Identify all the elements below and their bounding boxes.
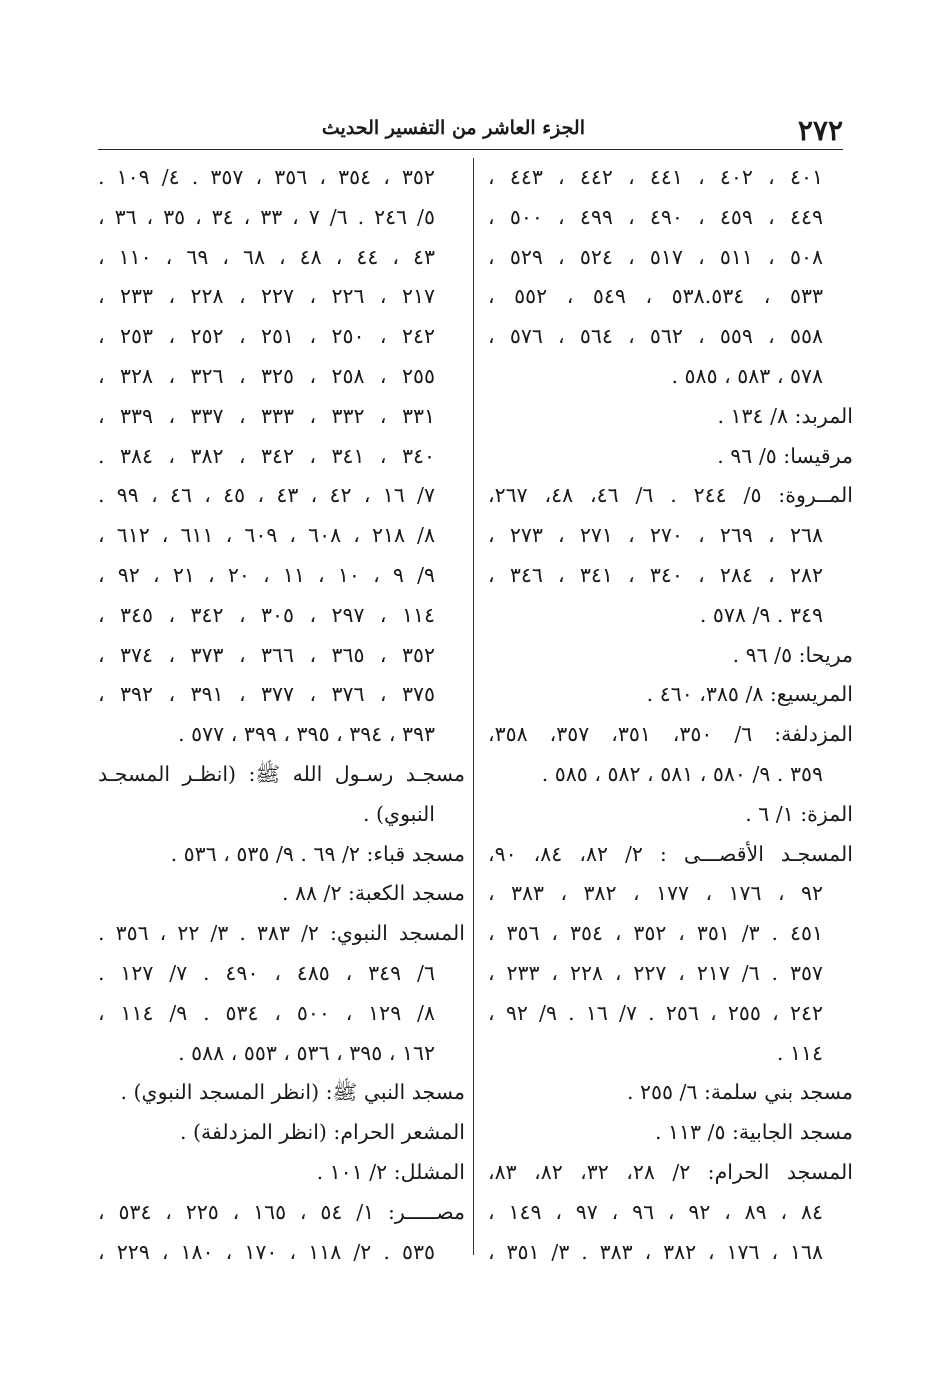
- index-line: المريسيع: ٨/ ٣٨٥، ٤٦٠ .: [646, 682, 853, 707]
- index-line: المسجد الحرام: ٢/ ٢٨، ٣٢، ٨٢، ٨٣،: [488, 1159, 853, 1184]
- index-line: ٣٥٢ ، ٣٥٤ ، ٣٥٦ ، ٣٥٧ . ٤/ ١٠٩ .: [98, 165, 435, 189]
- index-line: ٤٥١ . ٣/ ٣٥١ ، ٣٥٢ ، ٣٥٤ ، ٣٥٦ ،: [488, 921, 823, 946]
- index-line: ٣٤٩ . ٩/ ٥٧٨ .: [699, 602, 823, 627]
- index-line: ٣٣١ ، ٣٣٢ ، ٣٣٣ ، ٣٣٧ ، ٣٣٩ ،: [98, 403, 436, 428]
- index-line: ١٦٢ ، ٣٩٥ ، ٥٣٦ ، ٥٥٣ ، ٥٨٨ .: [178, 1040, 435, 1065]
- index-line: المشعر الحرام: (انظر المزدلفة) .: [179, 1120, 465, 1145]
- header-rule: [98, 149, 843, 150]
- page-header: [98, 108, 843, 148]
- column-divider: [473, 158, 474, 1255]
- index-line: ٨٤ ، ٨٩ ، ٩٢ ، ٩٦ ، ٩٧ ، ١٤٩ ،: [488, 1199, 823, 1224]
- index-line: ٥٣٣ ، ٥٣٨.٥٣٤ ، ٥٤٩ ، ٥٥٢ ،: [488, 284, 823, 309]
- index-line: ٢٨٢ ، ٢٨٤ ، ٣٤٠ ، ٣٤١ ، ٣٤٦ ،: [488, 562, 823, 587]
- index-line: ١١٤ .: [776, 1040, 823, 1065]
- index-line: النبوي) .: [363, 801, 435, 826]
- index-line: المربد: ٨/ ١٣٤ .: [717, 403, 853, 428]
- index-line: مسجد الكعبة: ٢/ ٨٨ .: [281, 881, 465, 906]
- index-line: ٣٥٢ ، ٣٦٥ ، ٣٦٦ ، ٣٧٣ ، ٣٧٤ ،: [98, 642, 436, 667]
- index-line: ٣٥٩ . ٩/ ٥٨٠ ، ٥٨١ ، ٥٨٢ ، ٥٨٥ .: [541, 761, 823, 786]
- page-number: ٢٧٢: [797, 114, 843, 147]
- index-line: ١١٤ ، ٢٩٧ ، ٣٠٥ ، ٣٤٢ ، ٣٤٥ ،: [98, 602, 436, 627]
- index-line: المــروة: ٥/ ٢٤٤ . ٦/ ٤٦، ٤٨، ٢٦٧،: [488, 483, 853, 508]
- index-line: مريحا: ٥/ ٩٦ .: [732, 642, 853, 667]
- running-title: الجزء العاشر من التفسير الحديث: [321, 117, 585, 139]
- index-line: ٧/ ١٦ ، ٤٢ ، ٤٣ ، ٤٥ ، ٤٦ ، ٩٩ .: [98, 483, 435, 508]
- index-line: ٢٤٢ ، ٢٥٥ ، ٢٥٦ . ٧/ ١٦ . ٩/ ٩٢ ،: [488, 1000, 823, 1025]
- index-line: ٤٠١ ، ٤٠٢ ، ٤٤١ ، ٤٤٢ ، ٤٤٣ ،: [488, 165, 823, 189]
- index-column-left: [98, 158, 465, 1264]
- index-line: ٣٥٧ . ٦/ ٢١٧ ، ٢٢٧ ، ٢٢٨ ، ٢٣٣ ،: [488, 960, 823, 985]
- index-line: المزة: ١/ ٦ .: [745, 801, 853, 826]
- index-line: ٢٤٢ ، ٢٥٠ ، ٢٥١ ، ٢٥٢ ، ٢٥٣ ،: [98, 324, 436, 349]
- index-line: مسجد قباء: ٢/ ٦٩ . ٩/ ٥٣٥ ، ٥٣٦ .: [170, 841, 465, 866]
- index-line: مسجد النبي ﷺ: (انظر المسجد النبوي) .: [120, 1080, 465, 1105]
- index-line: مسجد الجابية: ٥/ ١١٣ .: [654, 1120, 853, 1145]
- index-line: ٥٣٥ . ٢/ ١١٨ ، ١٧٠ ، ١٨٠ ، ٢٢٩ ،: [98, 1239, 435, 1264]
- index-line: المشلل: ٢/ ١٠١ .: [316, 1159, 465, 1184]
- index-line: مرقيسا: ٥/ ٩٦ .: [717, 443, 853, 468]
- index-line: ٢١٧ ، ٢٢٦ ، ٢٢٧ ، ٢٢٨ ، ٢٣٣ ،: [98, 284, 436, 309]
- index-line: ٦/ ٣٤٩ ، ٤٨٥ ، ٤٩٠ . ٧/ ١٢٧ .: [98, 960, 435, 985]
- index-line: ٩٢ ، ١٧٦ ، ١٧٧ ، ٣٨٢ ، ٣٨٣ ،: [488, 881, 823, 906]
- index-line: ٢٦٨ ، ٢٦٩ ، ٢٧٠ ، ٢٧١ ، ٢٧٣ ،: [488, 523, 823, 548]
- index-line: مسجد بني سلمة: ٦/ ٢٥٥ .: [626, 1080, 853, 1105]
- index-line: ٢٥٥ ، ٢٥٨ ، ٣٢٥ ، ٣٢٦ ، ٣٢٨ ،: [98, 363, 436, 388]
- index-column-right: [488, 158, 853, 1264]
- index-line: ٩/ ٩ ، ١٠ ، ١١ ، ٢٠ ، ٢١ ، ٩٢ ،: [98, 562, 435, 587]
- index-line: ٣٤٠ ، ٣٤١ ، ٣٤٢ ، ٣٨٢ ، ٣٨٤ .: [98, 443, 435, 468]
- index-line: ٥٧٨ ، ٥٨٣ ، ٥٨٥ .: [671, 363, 823, 388]
- index-line: ٥/ ٢٤٦ . ٦/ ٧ ، ٣٣ ، ٣٤ ، ٣٥ ، ٣٦ ،: [98, 204, 435, 229]
- index-line: المسجد النبوي: ٢/ ٣٨٣ . ٣/ ٢٢ ، ٣٥٦ .: [98, 921, 465, 946]
- index-line: ٨/ ١٢٩ ، ٥٠٠ ، ٥٣٤ . ٩/ ١١٤ ،: [98, 1000, 435, 1025]
- index-line: ٨/ ٢١٨ ، ٦٠٨ ، ٦٠٩ ، ٦١١ ، ٦١٢ ،: [98, 523, 435, 548]
- index-line: ٣٧٥ ، ٣٧٦ ، ٣٧٧ ، ٣٩١ ، ٣٩٢ ،: [98, 682, 436, 707]
- index-line: مسجـد رسـول الله ﷺ: (انظـر المسجـد: [98, 761, 465, 786]
- index-line: المسجـد الأقصـــى : ٢/ ٨٢، ٨٤، ٩٠،: [488, 841, 853, 866]
- index-line: ١٦٨ ، ١٧٦ ، ٣٨٢ ، ٣٨٣ . ٣/ ٣٥١ ،: [488, 1239, 823, 1264]
- index-line: ٤٤٩ ، ٤٥٩ ، ٤٩٠ ، ٤٩٩ ، ٥٠٠ ،: [488, 204, 823, 229]
- index-line: ٤٣ ، ٤٤ ، ٤٨ ، ٦٨ ، ٦٩ ، ١١٠ ،: [98, 244, 436, 269]
- index-line: مصـــــر: ١/ ٥٤ ، ١٦٥ ، ٢٢٥ ، ٥٣٤ ،: [98, 1199, 465, 1224]
- index-line: المزدلفة: ٦/ ٣٥٠، ٣٥١، ٣٥٧، ٣٥٨،: [488, 722, 853, 747]
- index-line: ٥٠٨ ، ٥١١ ، ٥١٧ ، ٥٢٤ ، ٥٢٩ ،: [488, 244, 823, 269]
- index-line: ٣٩٣ ، ٣٩٤ ، ٣٩٥ ، ٣٩٩ ، ٥٧٧ .: [178, 722, 435, 747]
- index-line: ٥٥٨ ، ٥٥٩ ، ٥٦٢ ، ٥٦٤ ، ٥٧٦ ،: [488, 324, 823, 349]
